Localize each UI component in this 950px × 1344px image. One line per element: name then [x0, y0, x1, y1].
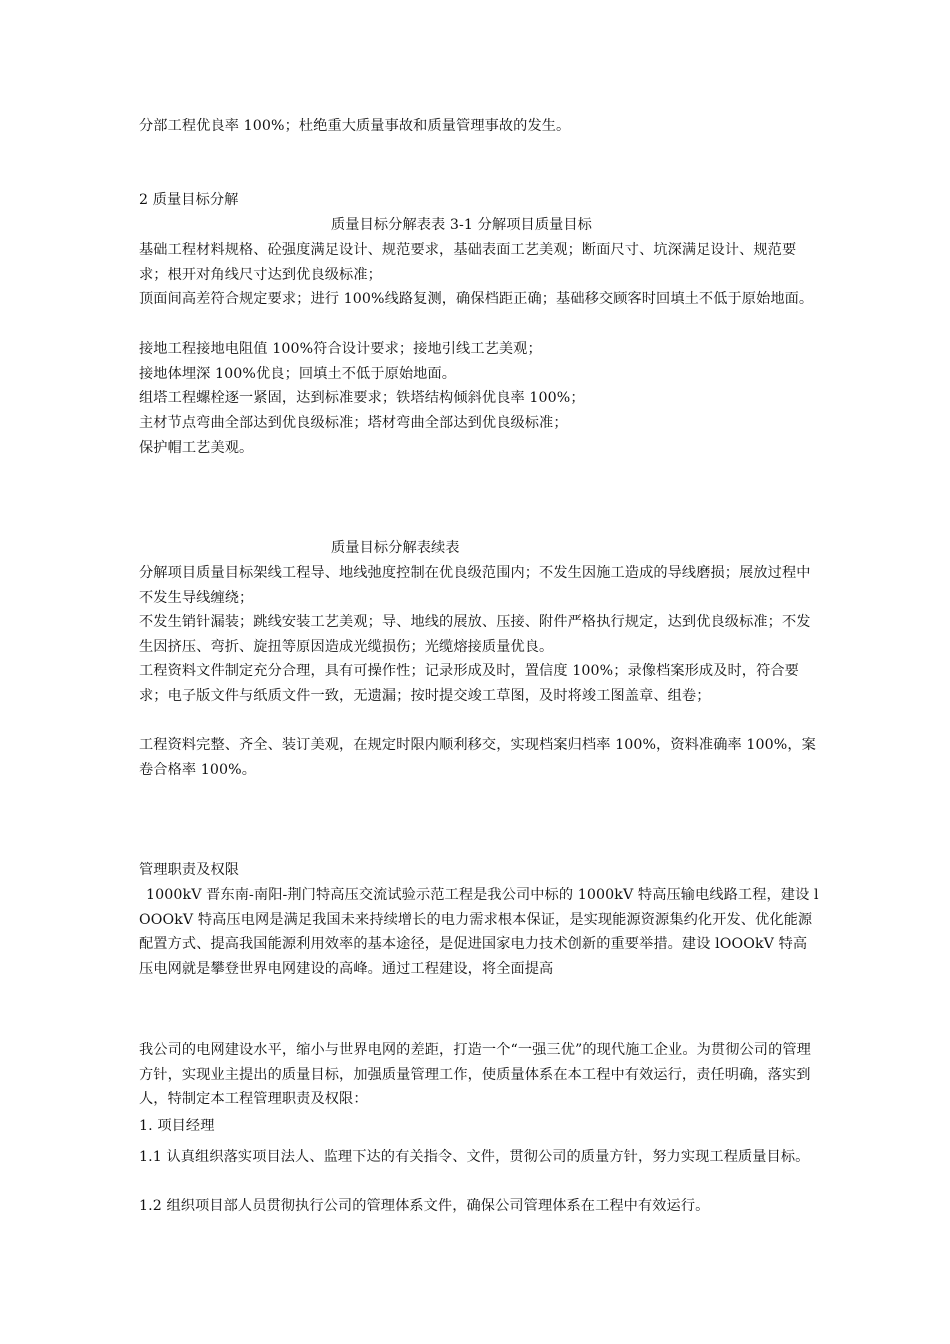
item-heading: 1. 项目经理: [139, 1118, 215, 1134]
table1-row: 组塔工程螺栓逐一紧固，达到标准要求；铁塔结构倾斜优良率 100%；: [139, 390, 585, 406]
table1-row: 顶面间高差符合规定要求；进行 100%线路复测，确保档距正确；基础移交顾客时回填土不低于原始地面。: [139, 291, 814, 307]
table1-row: 保护帽工艺美观。: [139, 440, 254, 456]
section3-paragraph: 1000kV 晋东南-南阳-荆门特高压交流试验示范工程是我公司中标的 1000kV 特高压输电线路工程，建设 lOOOkV 特高压电网是满足我国未来持续增长的电力需求根本保证，是实现能源资源集约化开发、优化能源配置方式、提高我国能源利用效率的基本途径，是促进国家电力技术创新的重要举措。建设 lOOOkV 特高压电网就是攀登世界电网建设的高峰。通过工程建设，将全面提高: [139, 887, 819, 977]
table1-caption: 质量目标分解表表 3-1 分解项目质量目标: [331, 217, 592, 233]
table2-row: 不发生销针漏装；跳线安装工艺美观；导、地线的展放、压接、附件严格执行规定，达到优良级标准；不发生因挤压、弯折、旋扭等原因造成光缆损伤；光缆熔接质量优良。: [139, 614, 811, 655]
table1-row: 接地体埋深 100%优良；回填土不低于原始地面。: [139, 366, 457, 382]
intro-line: 分部工程优良率 100%；杜绝重大质量事故和质量管理事故的发生。: [139, 118, 571, 134]
table1-row: 接地工程接地电阻值 100%符合设计要求；接地引线工艺美观；: [139, 341, 542, 357]
table2-row: 工程资料完整、齐全、装订美观，在规定时限内顺利移交，实现档案归档率 100%，资料准确率 100%，案卷合格率 100%。: [139, 737, 816, 778]
item-text: 1.1 认真组织落实项目法人、监理下达的有关指令、文件，贯彻公司的质量方针，努力实现工程质量目标。: [139, 1149, 810, 1165]
table1-row: 基础工程材料规格、砼强度满足设计、规范要求，基础表面工艺美观；断面尺寸、坑深满足设计、规范要求；根开对角线尺寸达到优良级标准；: [139, 242, 797, 283]
section3-paragraph: 我公司的电网建设水平，缩小与世界电网的差距，打造一个“一强三优”的现代施工企业。为贯彻公司的管理方针，实现业主提出的质量目标，加强质量管理工作，使质量体系在本工程中有效运行，责任明确，落实到人，特制定本工程管理职责及权限：: [139, 1042, 811, 1107]
table2-row: 分解项目质量目标架线工程导、地线弛度控制在优良级范围内；不发生因施工造成的导线磨损；展放过程中不发生导线缠绕；: [139, 565, 811, 606]
table2-caption: 质量目标分解表续表: [331, 540, 460, 556]
section2-heading: 2 质量目标分解: [139, 192, 239, 208]
section3-heading: 管理职责及权限: [139, 862, 240, 878]
item-text: 1.2 组织项目部人员贯彻执行公司的管理体系文件，确保公司管理体系在工程中有效运行。: [139, 1198, 710, 1214]
table1-row: 主材节点弯曲全部达到优良级标准；塔材弯曲全部达到优良级标准；: [139, 415, 568, 431]
table2-row: 工程资料文件制定充分合理，具有可操作性；记录形成及时，置信度 100%；录像档案形成及时，符合要求；电子版文件与纸质文件一致，无遗漏；按时提交竣工草图，及时将竣工图盖章、组卷；: [139, 663, 799, 704]
